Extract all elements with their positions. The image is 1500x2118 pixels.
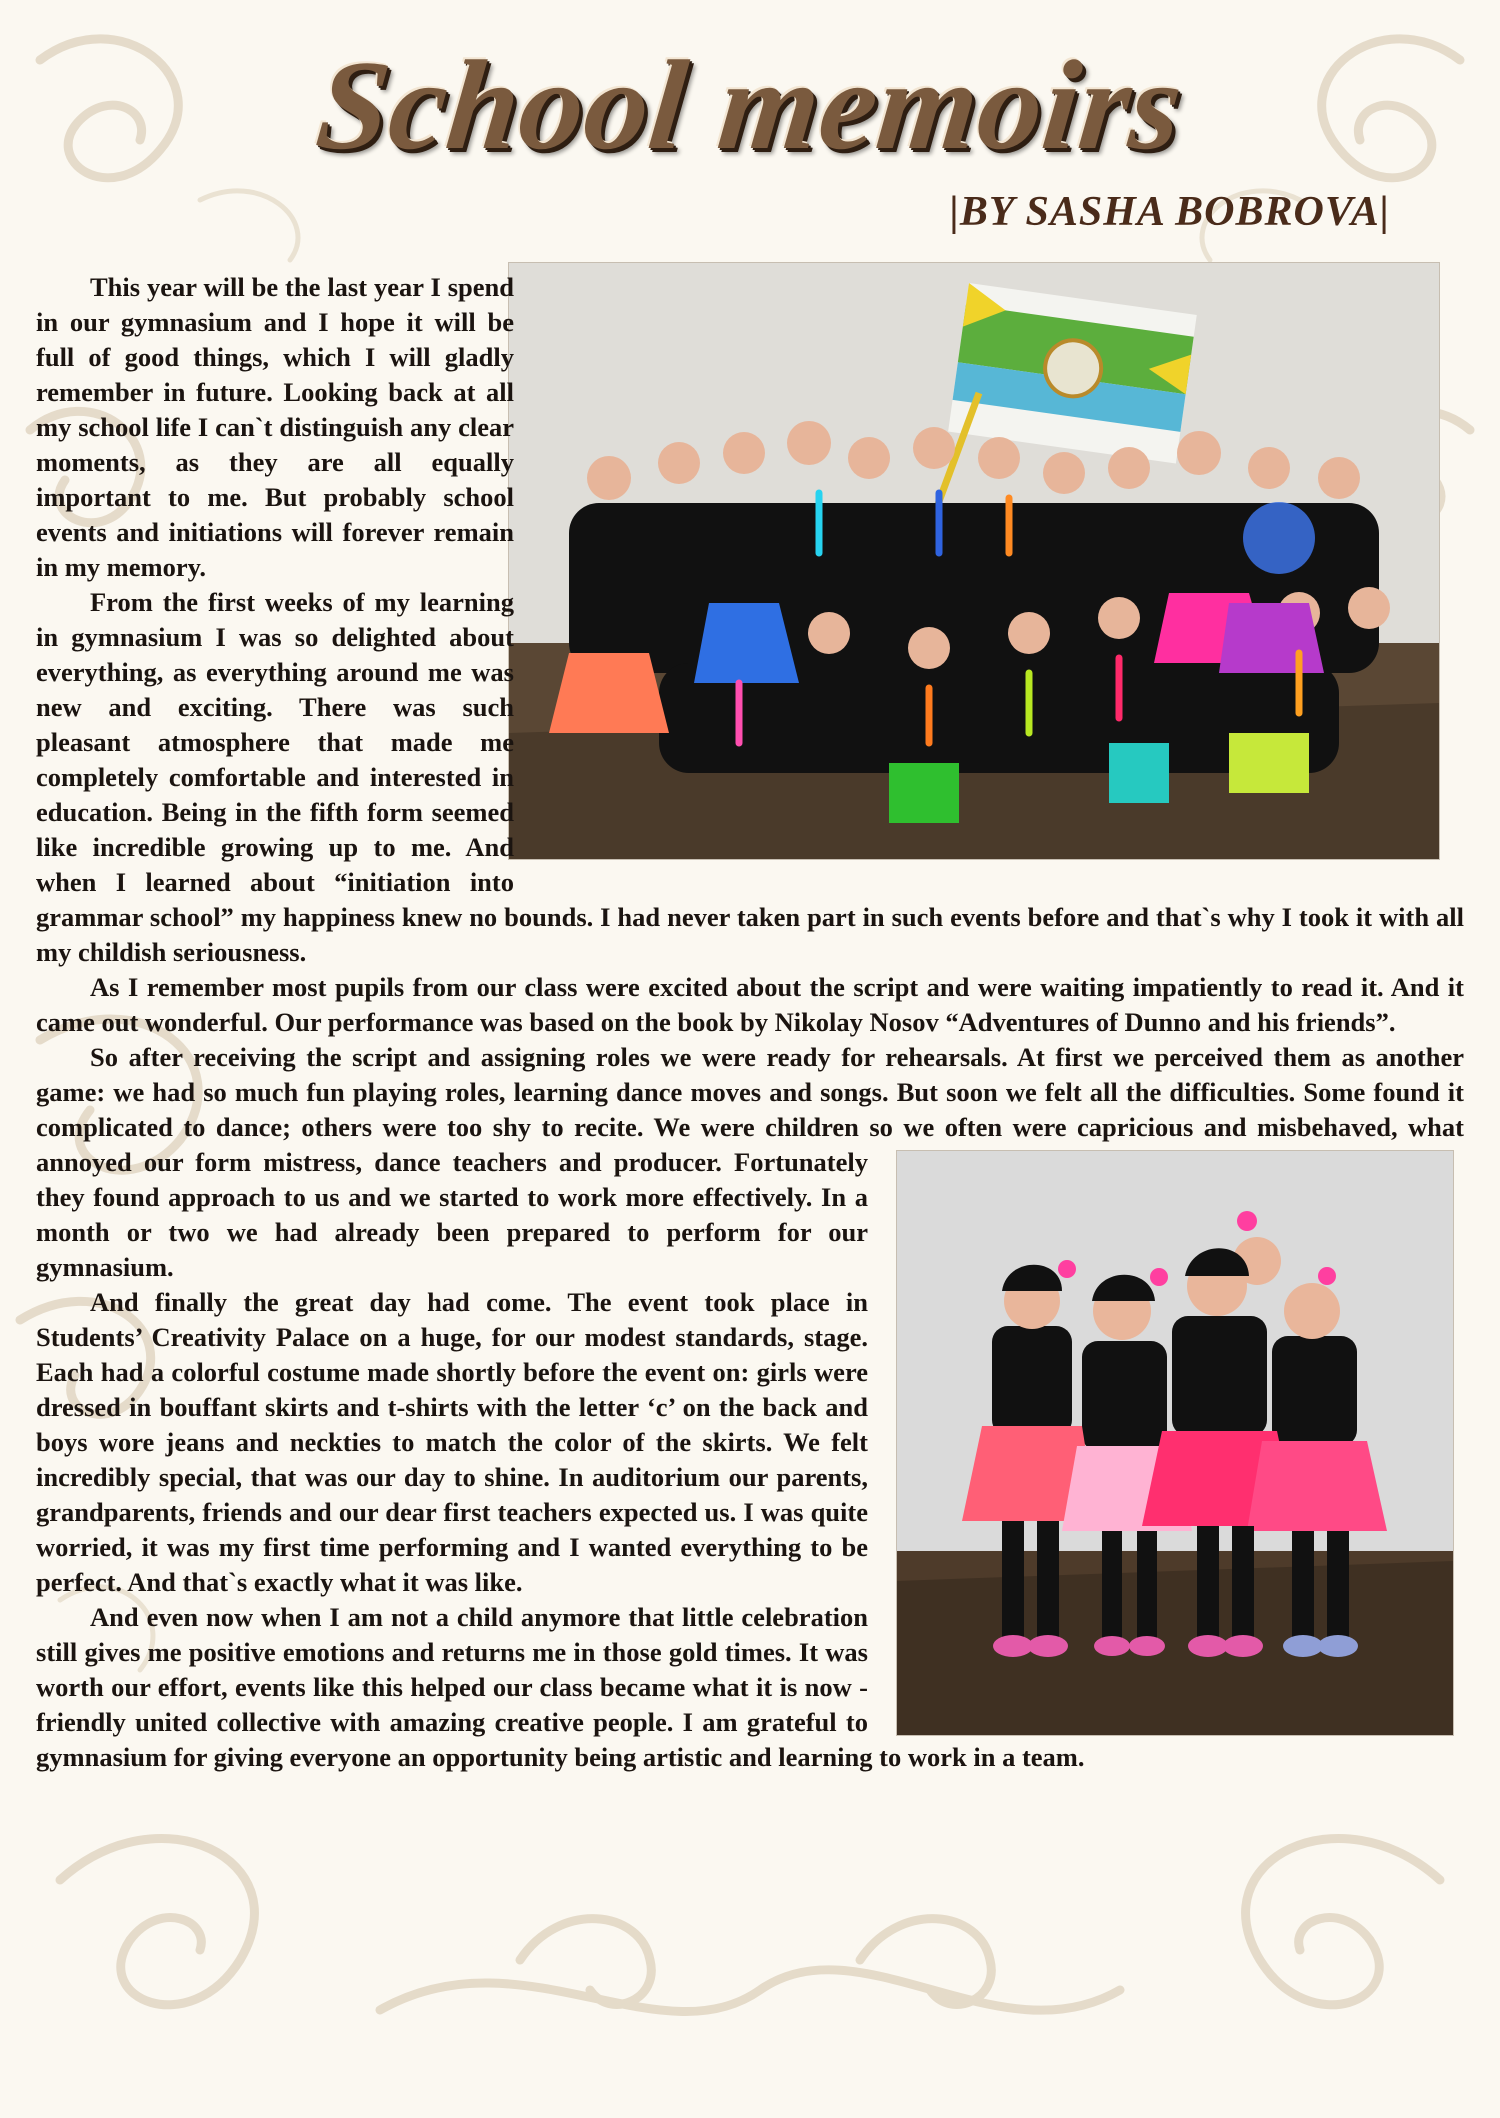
author-byline: |BY SASHA BOBROVA| — [949, 189, 1390, 235]
paragraph-3: As I remember most pupils from our class were excited about the script and were waiting impatiently to read it. And it came out wonderful. Our performance was based on the book by Nikolay Nosov “Adventures of Dunno and his friends”. — [36, 972, 1464, 1037]
paragraph-4: So after receiving the script and assigning roles we were ready for rehearsals. At first we perceived them as another game: we had so much fun playing roles, learning dance moves and songs. But soon we felt all the difficulties. Some found it complicated to dance; others were too shy to recite. We were children so we often were capricious and misbehaved, what annoyed our form mistress, dance teachers and producer. Fortunately they found approach to us and we started to work more effectively. In a month or two we had already been prepared to perform for our gymnasium. — [36, 1042, 1464, 1282]
paragraph-1: This year will be the last year I spend in our gymnasium and I hope it will be full of good things, which I will gladly remember in future. Looking back at all my school life I can`t distinguish any clear moments, as they are all equally important to me. But probably school events and initiations will forever remain in my memory. — [36, 272, 514, 582]
article-body — [36, 270, 1464, 1775]
page-title: School memoirs — [310, 34, 1190, 176]
paragraph-2: From the first weeks of my learning in gymnasium I was so delighted about everything, as everything around me was new and exciting. There was such pleasant atmosphere that made me completely comfortable and interested in education. Being in the fifth form seemed like incredible growing up to me. And when I learned about “initiation into grammar school” my happiness knew no bounds. I had never taken part in such events before and that`s why I took it with all my childish seriousness. — [36, 587, 1464, 967]
paragraph-5: And finally the great day had come. The event took place in Students’ Creativity Palace on a huge, for our modest standards, stage. Each had a colorful costume made shortly before the event on: girls were dressed in bouffant skirts and t-shirts with the letter ‘c’ on the back and boys wore jeans and neckties to match the color of the skirts. We felt incredibly special, that was our day to shine. In auditorium our parents, grandparents, friends and our dear first teachers expected us. I was quite worried, it was my first time performing and I wanted everything to be perfect. And that`s exactly what it was like. — [36, 1287, 868, 1597]
paragraph-6: And even now when I am not a child anymore that little celebration still gives me positive emotions and returns me in those gold times. It was worth our effort, events like this helped our class became what it is now - friendly united collective with amazing creative people. I am grateful to gymnasium for giving everyone an opportunity being artistic and learning to work in a team. — [36, 1602, 1085, 1772]
